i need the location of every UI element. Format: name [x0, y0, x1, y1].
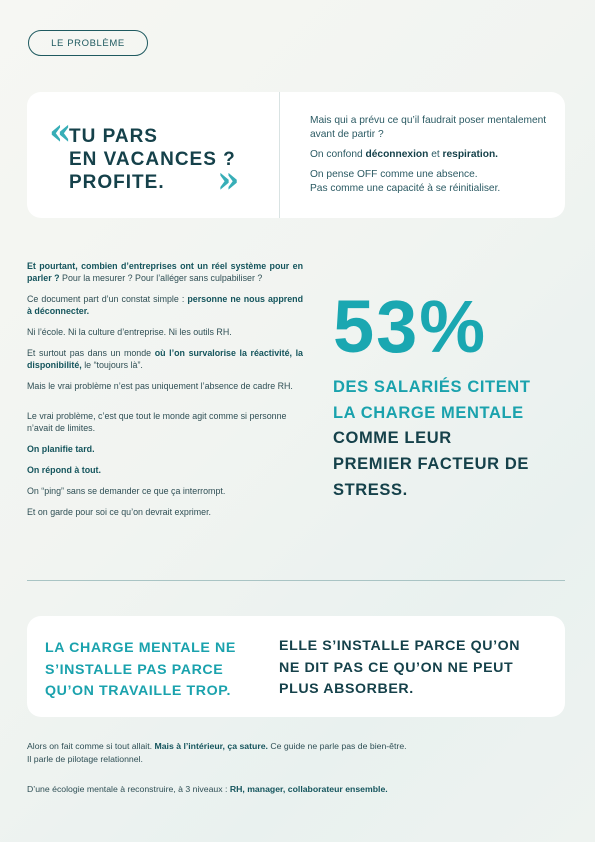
emphasis: où l’on survalorise la réactivité, la disponibilité, [27, 348, 303, 370]
stat-line: PREMIER FACTEUR DE [333, 455, 529, 474]
stat-number: 53% [333, 285, 488, 368]
footer-line: Il parle de pilotage relationnel. [27, 754, 143, 764]
stat-line: LA CHARGE MENTALE [333, 403, 524, 422]
text: et [428, 149, 443, 160]
body-paragraph: On “ping” sans se demander ce que ça interrompt. [27, 486, 226, 496]
text: On confond [310, 149, 366, 160]
stat-line: DES SALARIÉS CITENT [333, 378, 531, 396]
text: Alors on fait comme si tout allait. [27, 741, 155, 751]
section-divider [27, 580, 565, 581]
statement-line: QU’ON TRAVAILLE TROP. [45, 683, 232, 699]
body-paragraph [27, 347, 303, 371]
close-quote-icon: » [217, 159, 240, 201]
hero-title [69, 125, 236, 194]
statement-line: ELLE S’INSTALLE PARCE QU’ON [279, 638, 521, 654]
body-paragraph [27, 260, 303, 284]
hero-paragraph [310, 168, 550, 196]
stat-line: COMME LEUR [333, 429, 452, 448]
text: Pour la mesurer ? Pour l’alléger sans culpabiliser ? [59, 273, 263, 283]
footer-text [27, 740, 567, 796]
statement-line: PLUS ABSORBER. [279, 681, 414, 697]
hero-paragraph [310, 148, 550, 162]
body-paragraph [27, 464, 303, 476]
stat-line: STRESS. [333, 480, 408, 499]
body-paragraph: Mais le vrai problème n’est pas uniquement l’absence de cadre RH. [27, 381, 293, 391]
body-paragraph: Ni l’école. Ni la culture d’entreprise. Ni les outils RH. [27, 327, 232, 337]
open-quote-icon: « [49, 111, 72, 153]
hero-title-line: PROFITE. [69, 172, 165, 193]
statement-line: LA CHARGE MENTALE NE [45, 640, 236, 656]
emphasis: respiration. [442, 149, 499, 160]
emphasis: Mais à l’intérieur, ça sature. [154, 741, 268, 751]
emphasis: RH, manager, collaborateur ensemble. [229, 784, 388, 794]
text: le “toujours là”. [81, 360, 143, 370]
text: Pas comme une capacité à se réinitialiser. [310, 183, 501, 194]
body-paragraph: Et on garde pour soi ce qu’on devrait exprimer. [27, 507, 212, 517]
emphasis: On répond à tout. [27, 465, 101, 475]
emphasis: On planifie tard. [27, 444, 95, 454]
footer-line [27, 740, 567, 753]
emphasis: personne ne nous apprend à déconnecter. [27, 294, 303, 316]
hero-description [310, 114, 550, 196]
body-paragraph [27, 443, 303, 455]
stat-caption [333, 375, 573, 504]
statement-line: NE DIT PAS CE QU’ON NE PEUT [279, 659, 514, 676]
text: D’une écologie mentale à reconstruire, à 3 niveaux : [27, 784, 230, 794]
text: Ce document part d’un constat simple : [27, 294, 188, 304]
text: Et surtout pas dans un monde [27, 348, 155, 358]
statement-line: S’INSTALLE PAS PARCE [45, 661, 224, 678]
hero-title-line: EN VACANCES ? [69, 149, 236, 170]
hero-paragraph: Mais qui a prévu ce qu’il faudrait poser mentalement avant de partir ? [310, 115, 547, 140]
spacer [27, 401, 303, 410]
body-text [27, 260, 303, 527]
body-paragraph: Le vrai problème, c’est que tout le monde agit comme si personne n’avait de limites. [27, 411, 287, 433]
text: On pense OFF comme une absence. [310, 169, 478, 180]
hero-divider [279, 92, 280, 218]
emphasis: Et pourtant, combien d’entreprises ont un réel système pour en parler ? [27, 261, 303, 283]
hero-title-line: TU PARS [69, 126, 158, 147]
body-paragraph [27, 293, 303, 317]
statement-card [27, 616, 565, 717]
footer-line [27, 783, 567, 796]
statement-left [45, 638, 265, 703]
text: Ce guide ne parle pas de bien-être. [267, 741, 407, 751]
emphasis: déconnexion [365, 149, 429, 160]
spacer [27, 766, 567, 783]
statement-right [279, 636, 549, 701]
section-tag: LE PROBLÈME [28, 30, 148, 56]
hero-card [27, 92, 565, 218]
